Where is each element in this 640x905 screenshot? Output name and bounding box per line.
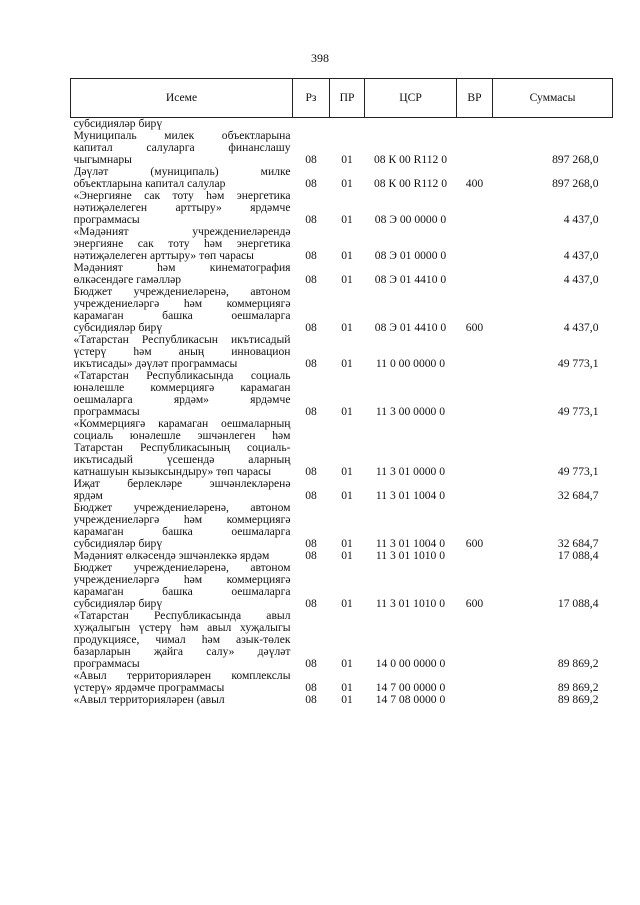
table-row bbox=[71, 562, 613, 610]
table-row bbox=[71, 334, 613, 370]
row-csr: 14 7 08 0000 0 bbox=[375, 693, 446, 706]
row-pr: 01 bbox=[341, 177, 353, 190]
row-name-line: субсидияләр бирү bbox=[73, 538, 163, 550]
row-csr: 11 3 00 0000 0 bbox=[375, 405, 446, 418]
row-pr: 01 bbox=[341, 249, 353, 262]
row-csr: 11 3 01 1010 0 bbox=[375, 549, 446, 562]
row-vr bbox=[457, 118, 493, 131]
row-pr: 01 bbox=[341, 597, 353, 610]
row-name-line: «Коммерциягә карамаган оешмаларның bbox=[73, 418, 291, 430]
row-rz bbox=[293, 118, 330, 131]
table-body bbox=[71, 118, 613, 707]
table-row bbox=[71, 550, 613, 562]
row-sum: 17 088,4 bbox=[557, 549, 599, 562]
row-name bbox=[71, 670, 293, 694]
row-rz: 08 bbox=[305, 405, 317, 418]
row-name bbox=[71, 286, 293, 334]
row-rz: 08 bbox=[305, 321, 317, 334]
row-name bbox=[71, 550, 293, 562]
row-name bbox=[71, 262, 293, 286]
row-csr: 11 3 01 1004 0 bbox=[375, 537, 446, 550]
row-sum: 49 773,1 bbox=[557, 357, 599, 370]
table-row bbox=[71, 262, 613, 286]
row-sum: 4 437,0 bbox=[563, 249, 599, 262]
row-rz: 08 bbox=[305, 489, 317, 502]
row-name bbox=[71, 562, 293, 610]
table-row bbox=[71, 502, 613, 550]
table-row bbox=[71, 694, 613, 706]
row-rz: 08 bbox=[305, 681, 317, 694]
row-rz: 08 bbox=[305, 597, 317, 610]
row-sum: 49 773,1 bbox=[557, 465, 599, 478]
page-number: 398 bbox=[311, 51, 329, 65]
row-name-line: Бюджет учреждениеләренә, автоном bbox=[73, 286, 291, 298]
row-pr: 01 bbox=[341, 549, 353, 562]
row-name-line: икътисады» дәүләт программасы bbox=[73, 358, 238, 370]
row-sum: 4 437,0 bbox=[563, 213, 599, 226]
row-sum: 4 437,0 bbox=[563, 321, 599, 334]
table-row bbox=[71, 166, 613, 190]
row-name-line: учреждениеләргә һәм коммерциягә bbox=[73, 298, 291, 310]
row-pr: 01 bbox=[341, 153, 353, 166]
row-name-line: «Мәдәният учреждениеләрендә bbox=[73, 226, 291, 238]
row-csr: 11 3 01 1004 0 bbox=[375, 489, 446, 502]
row-name-line: «Авыл территорияләрен (авыл bbox=[73, 694, 225, 706]
table-row bbox=[71, 130, 613, 166]
row-csr: 11 3 01 1010 0 bbox=[375, 597, 446, 610]
row-csr: 11 3 01 0000 0 bbox=[375, 465, 446, 478]
row-name-line: ярдәм bbox=[73, 490, 103, 502]
row-sum bbox=[493, 118, 613, 131]
row-sum: 897 268,0 bbox=[552, 177, 599, 190]
header-rz: Рз bbox=[293, 79, 330, 118]
row-name bbox=[71, 418, 293, 478]
row-name-line: объектларына капитал салулар bbox=[73, 178, 226, 190]
row-name-line: «Татарстан Республикасында авыл bbox=[73, 610, 291, 622]
row-vr: 600 bbox=[465, 597, 484, 610]
row-rz: 08 bbox=[305, 465, 317, 478]
row-rz: 08 bbox=[305, 549, 317, 562]
row-name bbox=[71, 694, 293, 706]
row-csr: 11 0 00 0000 0 bbox=[375, 357, 446, 370]
row-name-line: Бюджет учреждениеләренә, автоном bbox=[73, 562, 291, 574]
row-pr: 01 bbox=[341, 657, 353, 670]
row-rz: 08 bbox=[305, 657, 317, 670]
row-name bbox=[71, 130, 293, 166]
table-row bbox=[71, 610, 613, 670]
row-name-line: үстерү» ярдәмче программасы bbox=[73, 682, 225, 694]
table-row bbox=[71, 370, 613, 418]
row-name-line: юнәлешле коммерциягә карамаган bbox=[73, 382, 291, 394]
row-csr: 08 Э 01 0000 0 bbox=[374, 249, 447, 262]
row-name-line: учреждениеләргә һәм коммерциягә bbox=[73, 514, 291, 526]
row-name-line: карамаган башка оешмаларга bbox=[73, 586, 291, 598]
row-vr bbox=[457, 130, 493, 166]
row-name-line: карамаган башка оешмаларга bbox=[73, 310, 291, 322]
row-name-line: Мәдәният һәм кинематография bbox=[73, 262, 291, 274]
row-csr: 08 К 00 R112 0 bbox=[373, 177, 447, 190]
row-pr: 01 bbox=[341, 465, 353, 478]
row-name-line: «Татарстан Республикасын икътисадый bbox=[73, 334, 291, 346]
row-pr: 01 bbox=[341, 681, 353, 694]
row-vr bbox=[457, 418, 493, 478]
row-vr bbox=[457, 370, 493, 418]
row-csr: 08 К 00 R112 0 bbox=[373, 153, 447, 166]
row-name bbox=[71, 370, 293, 418]
row-name-line: субсидияләр бирү bbox=[73, 322, 163, 334]
row-name-line: социаль юнәлешле эшчәнлеген һәм bbox=[73, 430, 291, 442]
row-sum: 49 773,1 bbox=[557, 405, 599, 418]
row-rz: 08 bbox=[305, 249, 317, 262]
row-name bbox=[71, 610, 293, 670]
row-sum: 89 869,2 bbox=[557, 693, 599, 706]
row-rz: 08 bbox=[305, 537, 317, 550]
row-name-line: Муниципаль милек объектларына bbox=[73, 130, 291, 142]
row-pr: 01 bbox=[341, 405, 353, 418]
row-pr: 01 bbox=[341, 213, 353, 226]
row-name-line: хуҗалыгын үстерү һәм авыл хуҗалыгы bbox=[73, 622, 291, 634]
row-name-line: икътисадый үсешендә аларның bbox=[73, 454, 291, 466]
header-sum: Суммасы bbox=[493, 79, 613, 118]
row-name bbox=[71, 118, 293, 131]
row-pr: 01 bbox=[341, 273, 353, 286]
row-sum: 4 437,0 bbox=[563, 273, 599, 286]
row-vr bbox=[457, 550, 493, 562]
row-name-line: карамаган башка оешмаларга bbox=[73, 526, 291, 538]
row-csr bbox=[365, 118, 457, 131]
row-vr bbox=[457, 694, 493, 706]
row-name-line: чыгымнары bbox=[73, 154, 132, 166]
row-rz: 08 bbox=[305, 693, 317, 706]
table-row bbox=[71, 190, 613, 226]
row-name bbox=[71, 502, 293, 550]
row-pr bbox=[330, 118, 365, 131]
row-name-line: өлкәсендәге гамәлләр bbox=[73, 274, 182, 286]
row-csr: 08 Э 01 4410 0 bbox=[374, 321, 447, 334]
header-vr: ВР bbox=[457, 79, 493, 118]
row-rz: 08 bbox=[305, 177, 317, 190]
table-row bbox=[71, 478, 613, 502]
row-vr bbox=[457, 610, 493, 670]
header-pr: ПР bbox=[330, 79, 365, 118]
row-csr: 14 7 00 0000 0 bbox=[375, 681, 446, 694]
row-name bbox=[71, 166, 293, 190]
row-vr: 600 bbox=[465, 537, 484, 550]
row-sum: 32 684,7 bbox=[557, 489, 599, 502]
row-sum: 17 088,4 bbox=[557, 597, 599, 610]
row-name-line: продукциясе, чимал һәм азык-төлек bbox=[73, 634, 291, 646]
row-rz: 08 bbox=[305, 153, 317, 166]
row-rz: 08 bbox=[305, 357, 317, 370]
row-name bbox=[71, 190, 293, 226]
row-name-line: нәтиҗәлелеген арттыру» ярдәмче bbox=[73, 202, 291, 214]
budget-table bbox=[70, 78, 613, 706]
header-name: Исеме bbox=[71, 79, 293, 118]
table-header bbox=[71, 79, 613, 118]
row-name-line: катнашуын кызыксындыру» төп чарасы bbox=[73, 466, 272, 478]
row-vr bbox=[457, 226, 493, 262]
row-sum: 89 869,2 bbox=[557, 681, 599, 694]
row-name bbox=[71, 334, 293, 370]
row-sum: 89 869,2 bbox=[557, 657, 599, 670]
row-sum: 32 684,7 bbox=[557, 537, 599, 550]
table-row bbox=[71, 286, 613, 334]
row-rz: 08 bbox=[305, 273, 317, 286]
row-pr: 01 bbox=[341, 537, 353, 550]
row-name bbox=[71, 226, 293, 262]
header-csr: ЦСР bbox=[365, 79, 457, 118]
row-pr: 01 bbox=[341, 357, 353, 370]
row-name-line: оешмаларга ярдәм» ярдәмче bbox=[73, 394, 291, 406]
row-name-line: нәтиҗәлелеген арттыру» төп чарасы bbox=[73, 250, 254, 262]
row-pr: 01 bbox=[341, 321, 353, 334]
row-name-line: программасы bbox=[73, 406, 140, 418]
row-name-line: үстерү һәм аның инновацион bbox=[73, 346, 291, 358]
row-vr: 600 bbox=[465, 321, 484, 334]
row-name-line: базарларын җайга салу» дәүләт bbox=[73, 646, 291, 658]
row-csr: 08 Э 01 4410 0 bbox=[374, 273, 447, 286]
row-name-line: программасы bbox=[73, 658, 140, 670]
row-name-line: Мәдәният өлкәсендә эшчәнлеккә ярдәм bbox=[73, 550, 270, 562]
table-row bbox=[71, 418, 613, 478]
row-vr bbox=[457, 478, 493, 502]
row-csr: 08 Э 00 0000 0 bbox=[374, 213, 447, 226]
row-vr bbox=[457, 190, 493, 226]
table-row bbox=[71, 226, 613, 262]
row-name-line: субсидияләр бирү bbox=[73, 598, 163, 610]
row-sum: 897 268,0 bbox=[552, 153, 599, 166]
row-name-line: Иҗат берлекләре эшчәнлекләренә bbox=[73, 478, 291, 490]
row-name-line: субсидияләр бирү bbox=[73, 118, 163, 130]
row-vr bbox=[457, 262, 493, 286]
row-rz: 08 bbox=[305, 213, 317, 226]
row-vr bbox=[457, 334, 493, 370]
row-csr: 14 0 00 0000 0 bbox=[375, 657, 446, 670]
row-name-line: учреждениеләргә һәм коммерциягә bbox=[73, 574, 291, 586]
row-name-line: Татарстан Республикасының социаль- bbox=[73, 442, 291, 454]
row-name-line: Бюджет учреждениеләренә, автоном bbox=[73, 502, 291, 514]
row-pr: 01 bbox=[341, 489, 353, 502]
row-name-line: капитал салуларга финанслашу bbox=[73, 142, 291, 154]
row-name-line: энергияне сак тоту һәм энергетика bbox=[73, 238, 291, 250]
row-vr: 400 bbox=[465, 177, 484, 190]
row-name-line: Дәүләт (муниципаль) милке bbox=[73, 166, 291, 178]
row-vr bbox=[457, 670, 493, 694]
row-name-line: «Авыл территорияләрен комплекслы bbox=[73, 670, 291, 682]
row-pr: 01 bbox=[341, 693, 353, 706]
row-name-line: программасы bbox=[73, 214, 140, 226]
row-name-line: «Энергияне сак тоту һәм энергетика bbox=[73, 190, 291, 202]
table-row bbox=[71, 670, 613, 694]
row-name bbox=[71, 478, 293, 502]
table-row bbox=[71, 118, 613, 131]
row-name-line: «Татарстан Республикасында социаль bbox=[73, 370, 291, 382]
